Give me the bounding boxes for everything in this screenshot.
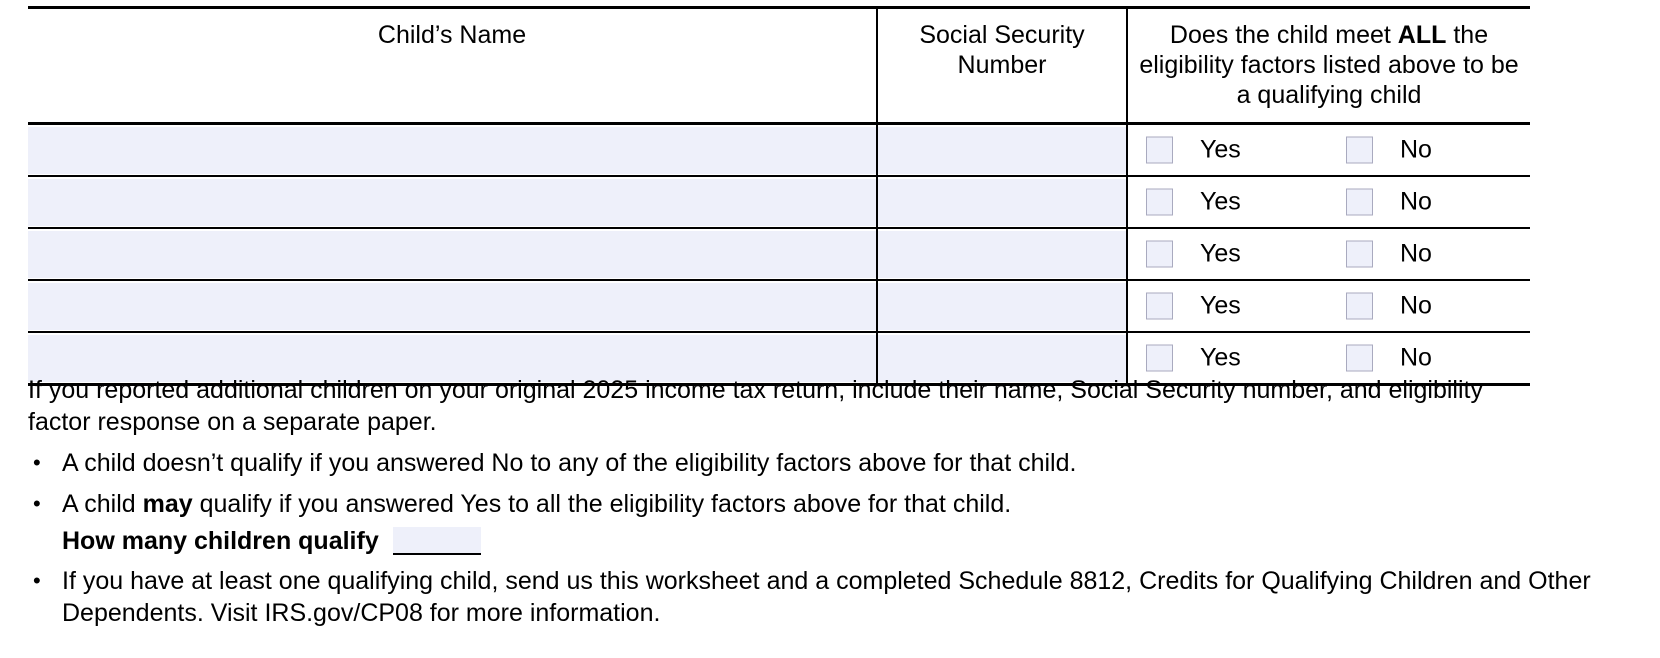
cell-ssn (877, 176, 1127, 228)
list-item (28, 488, 1633, 556)
ssn-input[interactable] (878, 179, 1126, 226)
cell-eligibility (1127, 124, 1530, 177)
ssn-input[interactable] (878, 283, 1126, 330)
eligibility-no-label: No (1400, 343, 1432, 372)
eligibility-yes-label: Yes (1200, 343, 1241, 372)
eligibility-yes-option[interactable] (1146, 189, 1241, 216)
eligibility-yes-label: Yes (1200, 291, 1241, 320)
ssn-header-line-2: Number (957, 51, 1047, 79)
child-name-input[interactable] (28, 283, 876, 330)
cell-ssn (877, 228, 1127, 280)
additional-children-note: If you reported additional children on your original 2025 income tax return, include their name, Social Security number, and eligibility factor response on a separate paper. (28, 376, 1483, 436)
eligibility-no-option[interactable] (1346, 137, 1432, 164)
eligibility-header-line-3: a qualifying child (1236, 81, 1422, 109)
cell-child-name (28, 228, 877, 280)
child-name-input[interactable] (28, 179, 876, 226)
table-row (28, 176, 1530, 228)
ssn-header-line-1: Social Security (919, 21, 1085, 49)
eligibility-yes-label: Yes (1200, 239, 1241, 268)
eligibility-no-checkbox[interactable] (1346, 189, 1373, 216)
eligibility-yes-option[interactable] (1146, 345, 1241, 372)
eligibility-yes-label: Yes (1200, 187, 1241, 216)
table-row (28, 228, 1530, 280)
column-header-ssn (877, 8, 1127, 124)
cell-child-name (28, 124, 877, 177)
eligibility-no-checkbox[interactable] (1346, 345, 1373, 372)
eligibility-yes-checkbox[interactable] (1146, 345, 1173, 372)
bullet-1-text: A child doesn’t qualify if you answered No to any of the eligibility factors above for that child. (62, 449, 1077, 477)
eligibility-no-label: No (1400, 291, 1432, 320)
eligibility-header-all-emphasis: ALL (1397, 21, 1447, 49)
list-item (28, 565, 1633, 629)
eligibility-no-option[interactable] (1346, 293, 1432, 320)
eligibility-no-option[interactable] (1346, 345, 1432, 372)
table-header-row (28, 8, 1530, 124)
eligibility-no-option[interactable] (1346, 189, 1432, 216)
cell-eligibility (1127, 280, 1530, 332)
qualify-count-row (62, 526, 1633, 556)
column-header-child-name: Child’s Name (28, 8, 877, 124)
eligibility-no-checkbox[interactable] (1346, 241, 1373, 268)
eligibility-yes-checkbox[interactable] (1146, 241, 1173, 268)
ssn-input[interactable] (878, 231, 1126, 278)
qualifying-children-table (28, 6, 1530, 386)
eligibility-header-line-2: eligibility factors listed above to be (1139, 51, 1519, 79)
bullet-2-may-emphasis: may (142, 490, 193, 518)
table-row (28, 124, 1530, 177)
ssn-input[interactable] (878, 127, 1126, 174)
child-name-input[interactable] (28, 127, 876, 174)
instructions-section (28, 374, 1633, 629)
cell-ssn (877, 280, 1127, 332)
cell-eligibility (1127, 176, 1530, 228)
qualify-count-label: How many children qualify (62, 527, 379, 555)
list-item (28, 447, 1633, 479)
eligibility-yes-label: Yes (1200, 135, 1241, 164)
bullet-2-text-before: A child (62, 490, 143, 518)
eligibility-yes-checkbox[interactable] (1146, 189, 1173, 216)
child-name-input[interactable] (28, 231, 876, 278)
cell-ssn (877, 124, 1127, 177)
column-header-eligibility (1127, 8, 1530, 124)
eligibility-header-text-b: the (1446, 21, 1489, 49)
table-row (28, 280, 1530, 332)
eligibility-no-label: No (1400, 239, 1432, 268)
qualify-count-input[interactable] (393, 527, 481, 555)
eligibility-no-checkbox[interactable] (1346, 137, 1373, 164)
eligibility-no-label: No (1400, 135, 1432, 164)
eligibility-yes-checkbox[interactable] (1146, 137, 1173, 164)
bullet-3-text: If you have at least one qualifying child, send us this worksheet and a completed Schedule 8812, Credits for Qualifying Children and Other Dependents. Visit IRS.gov/CP08 for more information. (62, 567, 1591, 627)
cell-child-name (28, 280, 877, 332)
eligibility-no-option[interactable] (1346, 241, 1432, 268)
eligibility-no-checkbox[interactable] (1346, 293, 1373, 320)
cell-eligibility (1127, 228, 1530, 280)
eligibility-no-label: No (1400, 187, 1432, 216)
eligibility-header-text-a: Does the child meet (1169, 21, 1398, 49)
eligibility-yes-option[interactable] (1146, 241, 1241, 268)
eligibility-yes-checkbox[interactable] (1146, 293, 1173, 320)
eligibility-yes-option[interactable] (1146, 137, 1241, 164)
cell-child-name (28, 176, 877, 228)
bullet-2-text-after: qualify if you answered Yes to all the eligibility factors above for that child. (192, 490, 1012, 518)
instruction-bullet-list (28, 447, 1633, 629)
eligibility-yes-option[interactable] (1146, 293, 1241, 320)
